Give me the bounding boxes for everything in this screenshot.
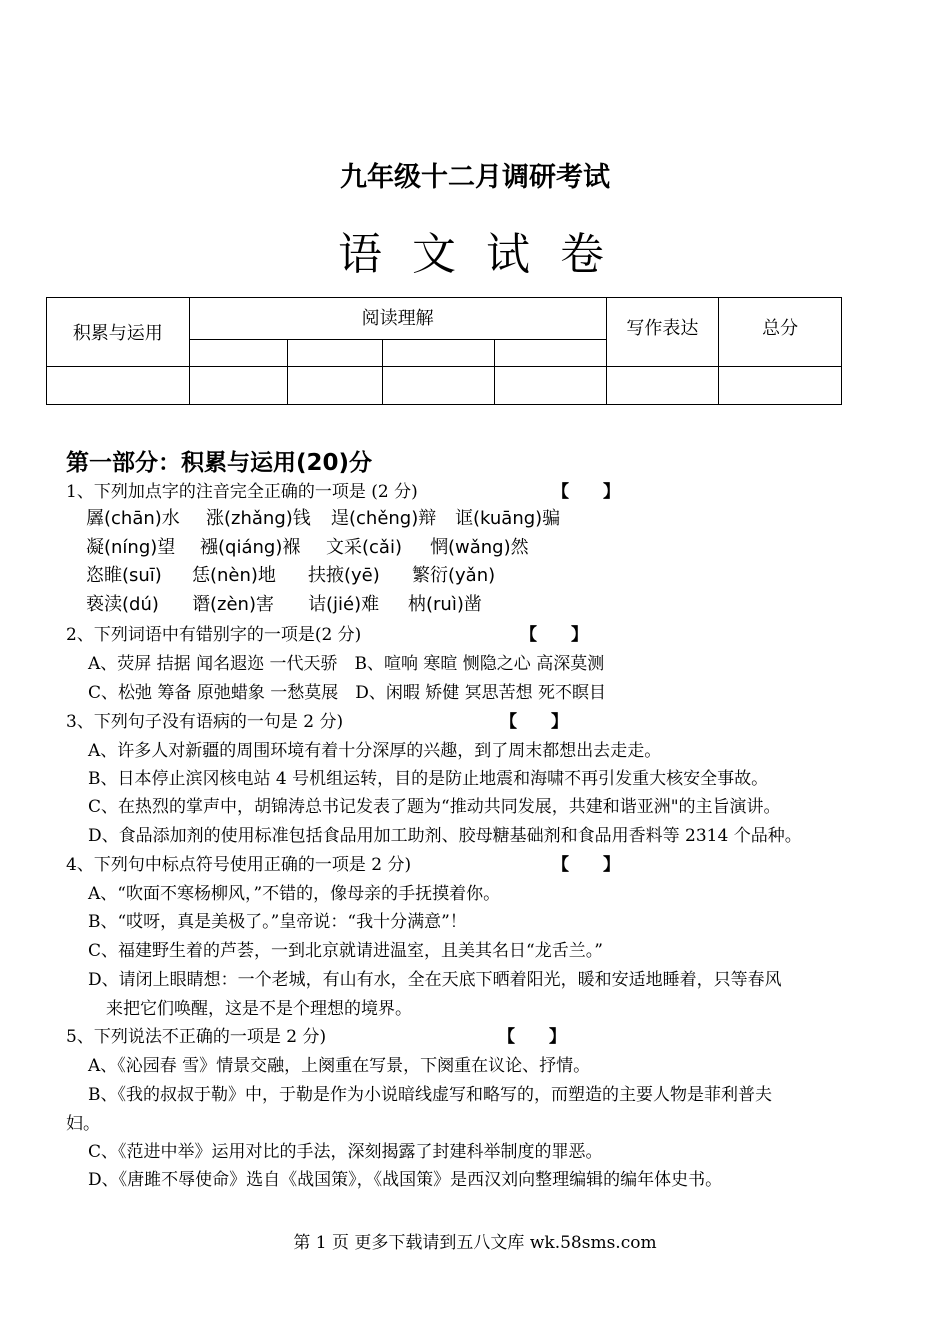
q5-option-b: B、《我的叔叔于勒》中，于勒是作为小说暗线虚写和略写的，而塑造的主要人物是菲利普夫: [88, 1085, 772, 1105]
q4-bracket: 【 】: [552, 855, 620, 875]
score-subcell: [288, 340, 383, 367]
q3-option-b: B、日本停止滨冈核电站 4 号机组运转，目的是防止地震和海啸不再引发重大核安全事故。: [88, 769, 769, 789]
q1-option: 羼(chān)水: [86, 508, 180, 529]
page-footer: 第 1 页 更多下载请到五八文库 wk.58sms.com: [293, 1233, 657, 1253]
q1-option: 文采(cǎi): [326, 537, 402, 558]
score-header-total: 总分: [719, 298, 842, 367]
q1-option: 凝(níng)望: [86, 537, 176, 558]
q1-option: 枘(ruì)凿: [408, 594, 482, 615]
section-heading: 第一部分：积累与运用(20)分: [66, 450, 373, 476]
q4-option-d: D、请闭上眼睛想：一个老城，有山有水，全在天底下晒着阳光，暖和安适地睡着，只等春风: [88, 970, 782, 990]
q2-stem: 2、下列词语中有错别字的一项是(2 分): [66, 625, 362, 645]
q2-line: A、荧屏 拮据 闻名遐迩 一代天骄 B、喧响 寒暄 恻隐之心 高深莫测: [88, 654, 605, 674]
q5-option-b-cont: 妇。: [66, 1114, 100, 1134]
q3-option-c: C、在热烈的掌声中，胡锦涛总书记发表了题为“推动共同发展，共建和谐亚洲"的主旨演讲。: [88, 797, 781, 817]
q4-option-d-cont: 来把它们唤醒，这是不是个理想的境界。: [106, 999, 412, 1019]
score-header-reading: 阅读理解: [189, 298, 606, 340]
paper-subtitle: 语 文 试 卷: [338, 229, 612, 280]
q3-stem: 3、下列句子没有语病的一句是 2 分): [66, 712, 344, 732]
q4-option-c: C、福建野生着的芦荟，一到北京就请进温室，且美其名日“龙舌兰。”: [88, 941, 603, 961]
q4-option-b: B、“哎呀，真是美极了。”皇帝说：“我十分满意”！: [88, 912, 467, 932]
q3-option-d: D、食品添加剂的使用标准包括食品用加工助剂、胶母糖基础剂和食品用香料等 2314 个品种。: [88, 826, 802, 846]
score-cell: [606, 367, 719, 405]
q1-stem: 1、下列加点字的注音完全正确的一项是 (2 分): [66, 482, 418, 502]
exam-title: 九年级十二月调研考试: [340, 162, 610, 193]
score-subcell: [494, 340, 606, 367]
score-subcell: [383, 340, 495, 367]
score-cell: [288, 367, 383, 405]
q1-option: 谮(zèn)害: [192, 594, 274, 615]
q3-bracket: 【 】: [500, 712, 568, 732]
q5-bracket: 【 】: [498, 1027, 566, 1047]
q1-option: 诘(jié)难: [308, 594, 380, 615]
q1-option: 繁衍(yǎn): [412, 565, 496, 586]
q1-bracket: 【 】: [552, 482, 620, 502]
q1-option: 诓(kuāng)骗: [455, 508, 561, 529]
q1-option: 涨(zhǎng)钱: [206, 508, 311, 529]
q5-option-d: D、《唐雎不辱使命》选自《战国策》，《战国策》是西汉刘向整理编辑的编年体史书。: [88, 1170, 723, 1190]
score-table: [46, 297, 842, 405]
score-cell: [383, 367, 495, 405]
q1-option: 逞(chěng)辩: [331, 508, 437, 529]
score-subcell: [189, 340, 288, 367]
q1-option: 亵渎(dú): [86, 594, 159, 615]
score-cell: [189, 367, 288, 405]
q1-option: 襁(qiáng)褓: [200, 537, 301, 558]
score-cell: [47, 367, 190, 405]
score-cell: [494, 367, 606, 405]
score-header-accumulation: 积累与运用: [47, 298, 190, 367]
q2-bracket: 【 】: [520, 625, 588, 645]
q5-stem: 5、下列说法不正确的一项是 2 分): [66, 1027, 327, 1047]
q5-option-a: A、《沁园春 雪》情景交融，上阕重在写景，下阕重在议论、抒情。: [88, 1056, 591, 1076]
q1-option: 惘(wǎng)然: [430, 537, 529, 558]
score-cell: [719, 367, 842, 405]
q1-option: 恁(nèn)地: [192, 565, 276, 586]
q4-stem: 4、下列句中标点符号使用正确的一项是 2 分): [66, 855, 412, 875]
q1-option: 恣睢(suī): [86, 565, 162, 586]
q2-line: C、松弛 筹备 原弛蜡象 一愁莫展 D、闲暇 矫健 冥思苦想 死不瞑目: [88, 683, 607, 703]
score-header-writing: 写作表达: [606, 298, 719, 367]
q1-option: 扶掖(yē): [308, 565, 380, 586]
q3-option-a: A、许多人对新疆的周围环境有着十分深厚的兴趣，到了周末都想出去走走。: [88, 741, 662, 761]
q4-option-a: A、“吹面不寒杨柳风，”不错的，像母亲的手抚摸着你。: [88, 884, 501, 904]
q5-option-c: C、《范进中举》运用对比的手法，深刻揭露了封建科举制度的罪恶。: [88, 1142, 603, 1162]
